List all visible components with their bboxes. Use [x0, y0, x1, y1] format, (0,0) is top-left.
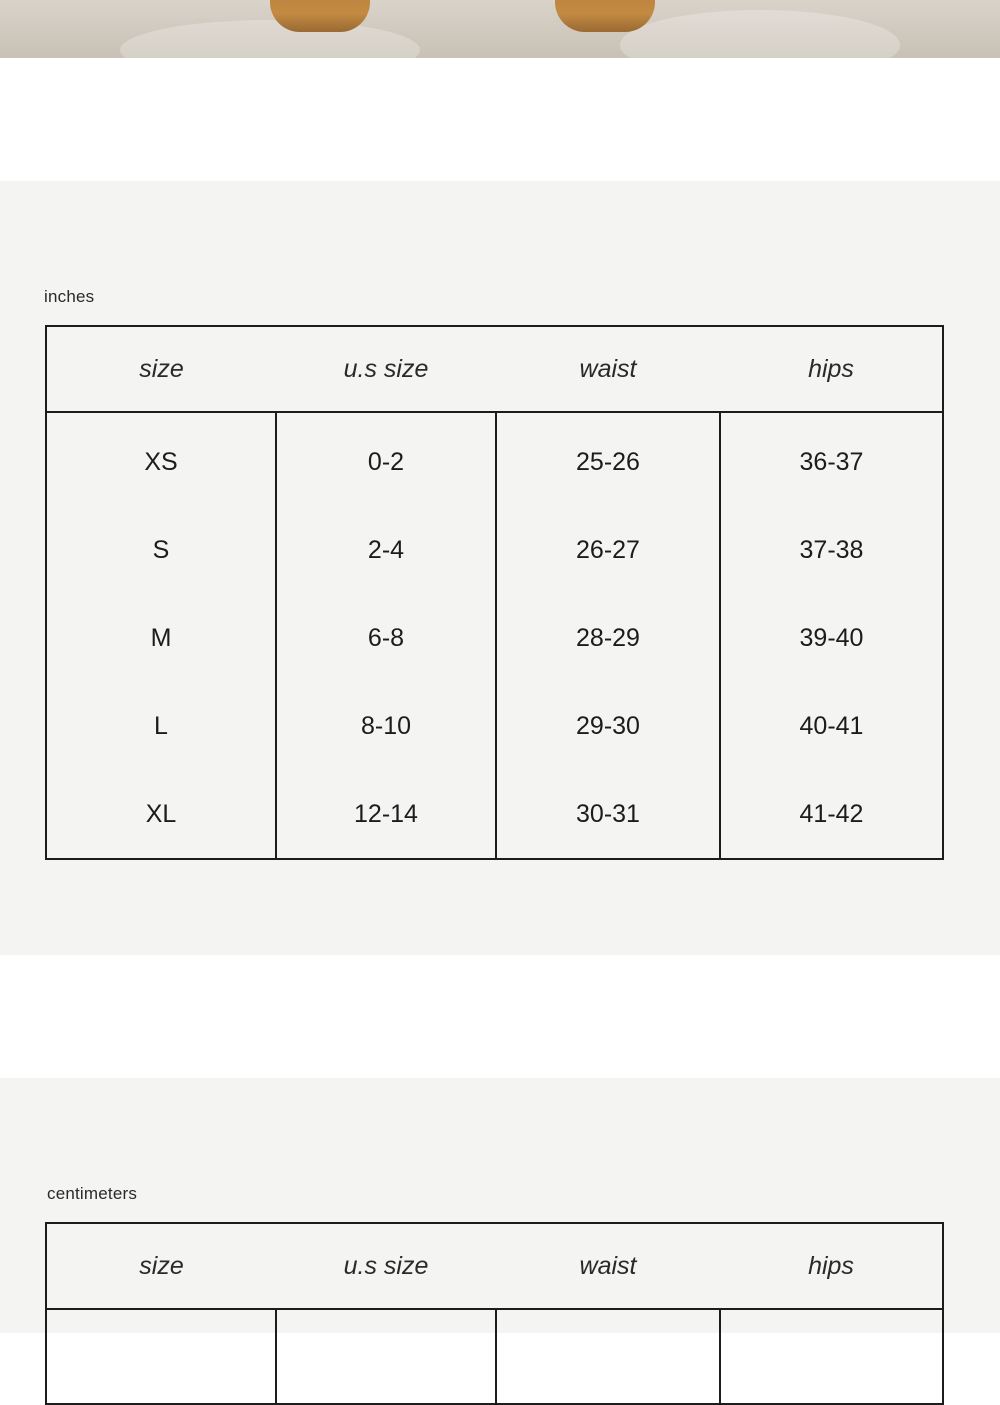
table-row	[46, 770, 943, 859]
table-row	[46, 412, 943, 506]
centimeters-label: centimeters	[47, 1184, 138, 1203]
inches-size-table	[45, 325, 944, 860]
table-row	[46, 682, 943, 770]
cell-hips	[720, 1309, 943, 1404]
cell-waist: 26-27	[496, 506, 720, 594]
cell-waist: 30-31	[496, 770, 720, 859]
cell-waist: 28-29	[496, 594, 720, 682]
header-waist: waist	[496, 326, 720, 412]
cell-size: XL	[145, 799, 177, 828]
table-header-row	[46, 326, 943, 412]
shoe-right	[555, 0, 655, 32]
inches-label: inches	[44, 287, 95, 306]
table-row	[46, 506, 943, 594]
header-us-size: u.s size	[276, 326, 496, 412]
cell-waist: 25-26	[496, 412, 720, 506]
cell-waist	[496, 1309, 720, 1404]
product-photo	[0, 0, 1000, 58]
cell-size	[46, 1309, 276, 1404]
cell-hips: 41-42	[720, 770, 943, 859]
header-size: size	[46, 326, 276, 412]
cell-size: XS	[144, 447, 178, 476]
cell-us-size: 6-8	[276, 594, 496, 682]
cell-us-size: 0-2	[276, 412, 496, 506]
cell-us-size: 2-4	[276, 506, 496, 594]
cell-size: M	[150, 623, 172, 652]
header-hips: hips	[720, 326, 943, 412]
cell-hips: 40-41	[720, 682, 943, 770]
table-header-row	[46, 1223, 943, 1309]
header-hips: hips	[720, 1223, 943, 1309]
cell-us-size	[276, 1309, 496, 1404]
cell-hips: 37-38	[720, 506, 943, 594]
header-us-size: u.s size	[276, 1223, 496, 1309]
header-size: size	[46, 1223, 276, 1309]
cell-us-size: 8-10	[276, 682, 496, 770]
shoe-left	[270, 0, 370, 32]
table-row	[46, 594, 943, 682]
cell-size: L	[154, 711, 168, 740]
cell-us-size: 12-14	[276, 770, 496, 859]
cell-waist: 29-30	[496, 682, 720, 770]
cell-hips: 39-40	[720, 594, 943, 682]
centimeters-size-table	[45, 1222, 944, 1405]
table-row	[46, 1309, 943, 1404]
header-waist: waist	[496, 1223, 720, 1309]
cell-size: S	[152, 535, 170, 564]
cell-hips: 36-37	[720, 412, 943, 506]
